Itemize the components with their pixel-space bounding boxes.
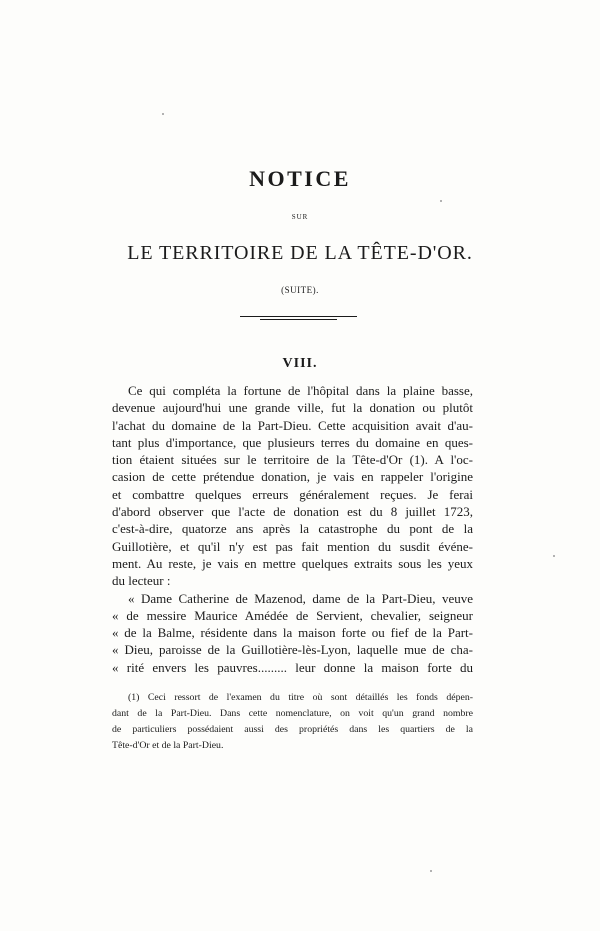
quote-line: « rité envers les pauvres......... leur donne la maison forte du — [112, 659, 473, 675]
decorative-rule — [240, 316, 357, 317]
body-line: d'abord observer que l'acte de donation est du 8 juillet 1723, — [112, 504, 473, 520]
footnote — [112, 690, 473, 754]
paper-speck — [162, 113, 164, 115]
body-line: du lecteur : — [112, 573, 171, 589]
body-line: devenue aujourd'hui une grande ville, fut la donation ou plutôt — [112, 400, 473, 416]
section-number: VIII. — [282, 356, 318, 371]
footnote-line: dant de la Part-Dieu. Dans cette nomenclature, on voit qu'un grand nombre — [112, 708, 473, 719]
body-line: Ce qui compléta la fortune de l'hôpital dans la plaine basse, — [128, 383, 473, 398]
title-connector: SUR — [291, 213, 309, 221]
page-title: NOTICE — [249, 166, 351, 191]
body-line: l'achat du domaine de la Part-Dieu. Cette acquisition avait d'au- — [112, 417, 473, 433]
continuation-note: (SUITE). — [281, 285, 319, 295]
body-line: casion de cette prétendue donation, je vais en rappeler l'origine — [112, 469, 473, 485]
quote-line: « Dieu, paroisse de la Guillotière-lès-Lyon, laquelle mue de cha- — [112, 642, 473, 658]
quote-line: « Dame Catherine de Mazenod, dame de la Part-Dieu, veuve — [128, 590, 473, 606]
body-line: tion étaient situées sur le territoire de la Tête-d'Or (1). A l'oc- — [112, 452, 473, 468]
footnote-line: (1) Ceci ressort de l'examen du titre où sont détaillés les fonds dépen- — [128, 692, 473, 703]
body-line: c'est-à-dire, quatorze ans après la catastrophe du pont de la — [112, 521, 473, 537]
page-subtitle: LE TERRITOIRE DE LA TÊTE-D'OR. — [127, 242, 473, 264]
body-line: et combattre quelques erreurs généralement reçues. Je ferai — [112, 486, 473, 502]
quote-line: « de messire Maurice Amédée de Servient, chevalier, seigneur — [112, 607, 473, 623]
footnote-line: Tête-d'Or et de la Part-Dieu. — [112, 740, 224, 751]
footnote-line: de particuliers possédaient aussi des propriétés dans les quartiers de la — [112, 724, 473, 735]
quote-line: « de la Balme, résidente dans la maison forte ou fief de la Part- — [112, 625, 473, 641]
body-line: Guillotière, et qu'il n'y est pas fait mention du susdit événe- — [112, 538, 473, 554]
paper-speck — [553, 555, 555, 557]
body-line: tant plus d'importance, que plusieurs terres du domaine en ques- — [112, 434, 473, 450]
paper-speck — [440, 200, 442, 202]
body-line: ment. Au reste, je vais en mettre quelques extraits sous les yeux — [112, 555, 473, 571]
paper-speck — [430, 870, 432, 872]
body-text — [112, 382, 473, 676]
